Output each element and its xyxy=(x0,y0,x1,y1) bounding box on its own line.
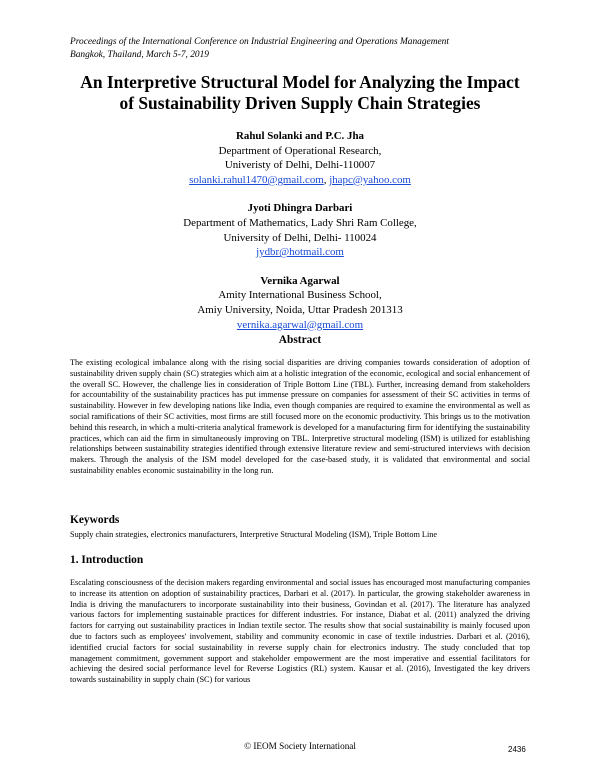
email-link[interactable]: jhapc@yahoo.com xyxy=(329,173,411,186)
keywords-text: Supply chain strategies, electronics manufacturers, Interpretive Structural Modeling (ISM), Triple Bottom Line xyxy=(70,530,438,539)
title-line-1: An Interpretive Structural Model for Analyzing the Impact xyxy=(80,72,520,92)
author-affiliation: University of Delhi, Delhi- 110024 xyxy=(223,231,377,244)
introduction-text: Escalating consciousness of the decision makers regarding environmental and social issues has encouraged most manufacturing companies to increase its attention on adoption of sustainability practices, Darbari et al. (2017). In particular, the growing stakeholder awareness in India is driving the manufacturers to incorporate sustainability into their business, Govindan et al. (2017). The literature has analyzed various factors for implementing sustainable practices for different industries. For instance, Diabat et al. (2011) analyzed the driving factors for carrying out sustainability practices in Indian textile sector. The results show that social sustainability is mainly focused upon due to factors such as employees' involvement, stability and community economic in case of textile industries. Darbari et al. (2016), identified crucial factors for social sustainability in reverse supply chain for electronics industry. The study concluded that top management commitment, government support and stakeholder empowerment are the most imperative and essential facilitators for achieving the desired social performance level for Reverse Logistics (RL) system. Kausar et al. (2016), Investigated the key drivers towards sustainability in supply chain (SC) for various xyxy=(70,578,530,685)
email-link[interactable]: solanki.rahul1470@gmail.com xyxy=(189,173,324,186)
paper-title xyxy=(40,72,560,114)
author-list xyxy=(60,129,540,346)
author-name: Vernika Agarwal xyxy=(260,274,340,287)
author-block-1 xyxy=(60,129,540,187)
introduction-heading: 1. Introduction xyxy=(70,554,144,566)
footer-copyright: © IEOM Society International xyxy=(244,741,356,751)
author-block-3 xyxy=(60,274,540,332)
conference-name: Proceedings of the International Conference on Industrial Engineering and Operations Management xyxy=(70,37,449,47)
author-emails xyxy=(60,173,540,188)
author-name: Jyoti Dhingra Darbari xyxy=(247,202,353,215)
author-affiliation: Department of Operational Research, xyxy=(218,144,382,157)
email-separator: , xyxy=(323,173,330,186)
author-name: Rahul Solanki and P.C. Jha xyxy=(236,130,364,142)
author-affiliation: Amity International Business School, xyxy=(218,289,382,302)
abstract-heading: Abstract xyxy=(278,334,322,346)
author-affiliation: Univeristy of Delhi, Delhi-110007 xyxy=(224,159,376,172)
author-block-2 xyxy=(60,201,540,259)
page-number: 2436 xyxy=(508,745,526,754)
conference-location: Bangkok, Thailand, March 5-7, 2019 xyxy=(70,50,209,60)
title-line-2: of Sustainability Driven Supply Chain Strategies xyxy=(119,93,481,113)
email-link[interactable]: jydbr@hotmail.com xyxy=(256,246,344,259)
email-link[interactable]: vernika.agarwal@gmail.com xyxy=(236,318,364,331)
author-affiliation: Department of Mathematics, Lady Shri Ram College, xyxy=(183,216,417,229)
abstract-text: The existing ecological imbalance along with the rising social disparities are driving companies towards consideration of adoption of sustainability driven supply chain (SC) strategies which aim at a holistic integration of the economic, ecological and social enhancement of the overall SC. However, the challenge lies in consideration of Triple Bottom Line (TBL). Further, increasing demand from stakeholders for accountability of the sustainability practices has put immense pressure on companies for assessment of their SC activities in terms of sustainability. However in few developing nations like India, even though companies are required to examine the environmental as well as social ramifications of their SC activities, most firms are still focused more on the economic productivity. This brings us to the motivation behind this research, in which a multi-criteria analytical framework is developed for a manufacturing firm for identifying the sustainability practices, which can aid the firm in simultaneously improving on TBL. Interpretive structural modeling (ISM) is utilized for establishing relationships between sustainability strategies identified through extensive literature review and semi-structured interviews with decision makers. Through the analysis of the ISM model developed for the case-based study, it is validated that environmental and social sustainability enables economic sustainability in the long run. xyxy=(70,358,530,475)
author-affiliation: Amiy University, Noida, Uttar Pradesh 201313 xyxy=(197,303,403,316)
keywords-heading: Keywords xyxy=(70,514,120,526)
running-header xyxy=(70,36,540,62)
